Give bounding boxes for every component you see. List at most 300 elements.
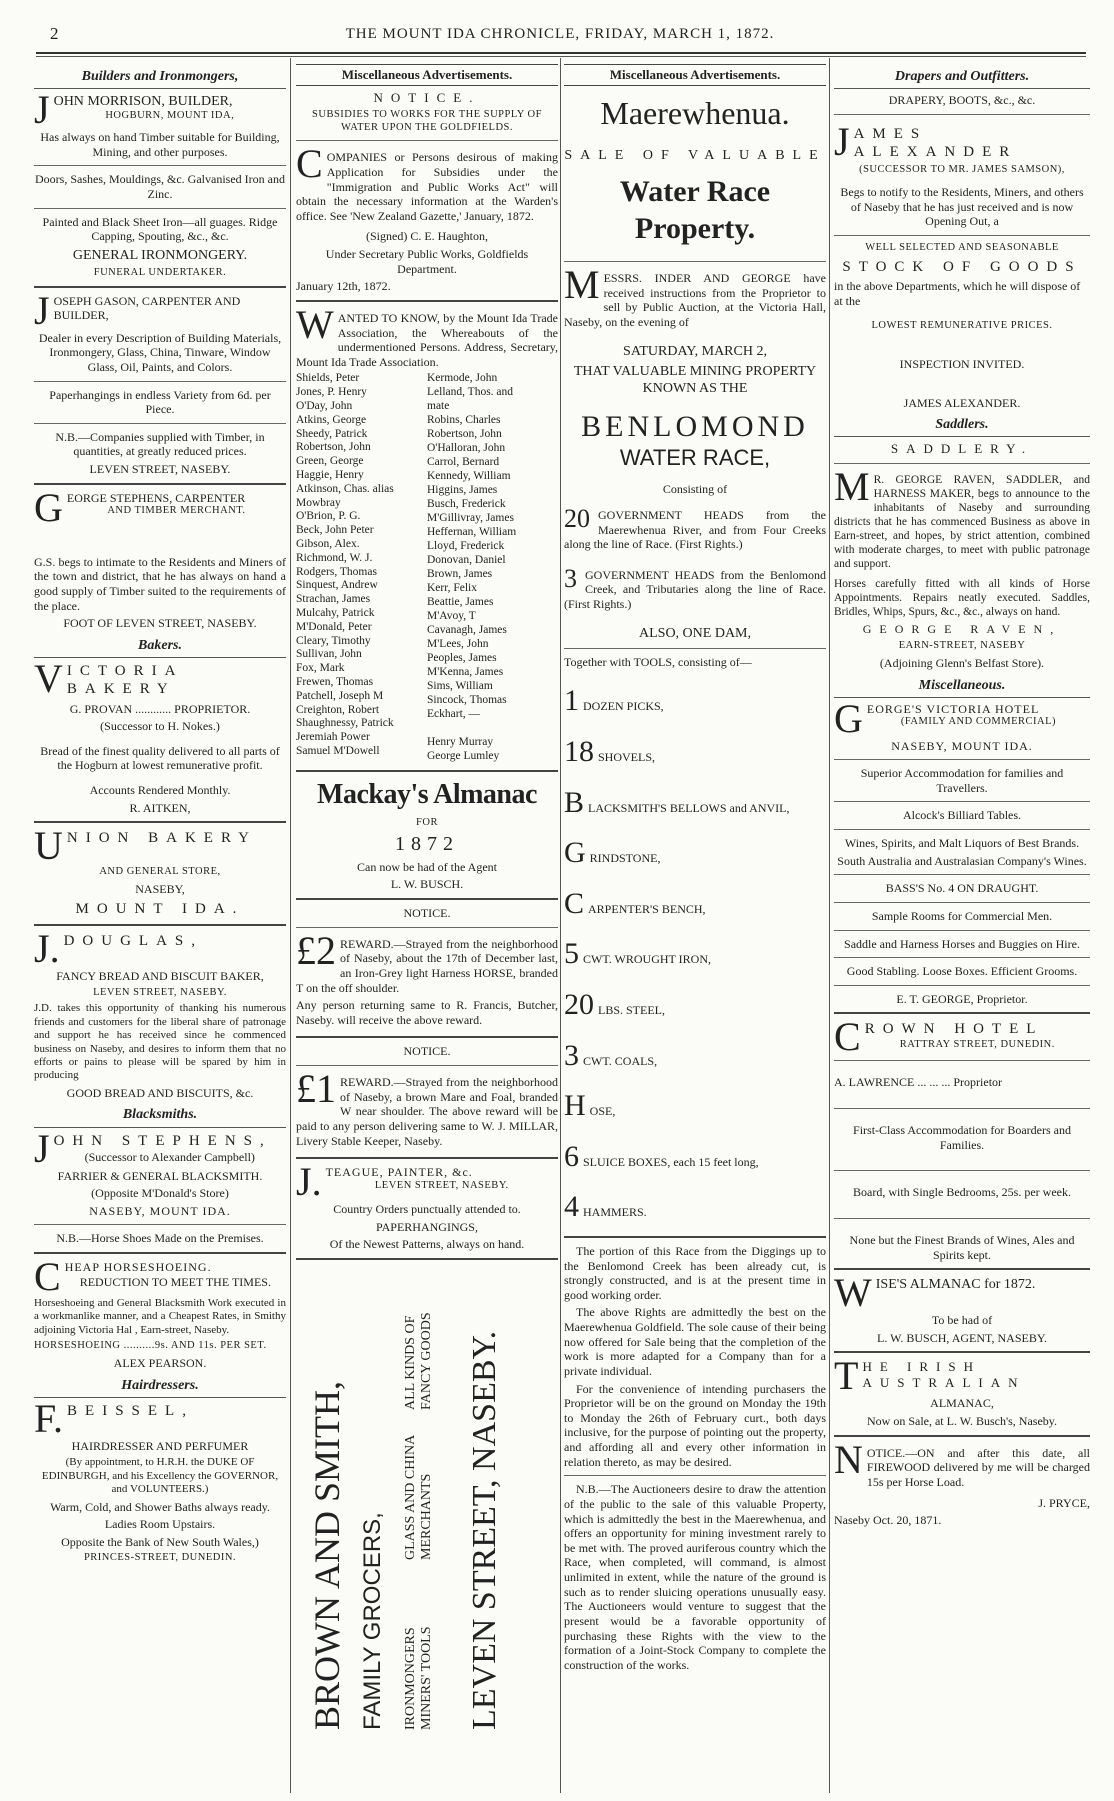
name-entry: M'Avoy, T — [427, 610, 476, 623]
name-entry: O'Day, John — [296, 400, 353, 413]
ad-line: Wines, Spirits, and Malt Liquors of Best Brands. — [844, 836, 1080, 851]
masthead — [30, 22, 1090, 52]
ad-sig: J. PRYCE, — [1038, 1495, 1090, 1510]
ad-messrs — [564, 268, 826, 333]
ad-trade: FARRIER & GENERAL BLACKSMITH. — [57, 1168, 263, 1183]
name-entry: Jeremiah Power — [296, 731, 370, 744]
reward-amount: £1 — [296, 1072, 336, 1112]
ad-water: Water Race Property. — [619, 174, 771, 245]
item-text: RINDSTONE, — [589, 851, 661, 866]
section-misc-header: Miscellaneous Advertisements. — [296, 64, 558, 86]
ad-sub: REDUCTION TO MEET THE TIMES. — [79, 1274, 271, 1289]
ad-street: PRINCES-STREET, DUNEDIN. — [83, 1552, 237, 1564]
ad-body: J.D. takes this opportunity of thanking his numerous friends and customers for the liberal share of patronage and support he has received since he commenced business on Naseby, and desires to inform them that no efforts or pains to please will be spared by him in producing — [34, 1002, 286, 1082]
tool-item — [564, 835, 826, 872]
drop-cap: N — [834, 1442, 863, 1482]
ad-benlomond: BENLOMOND — [581, 409, 809, 443]
item-number: 3 — [564, 1038, 579, 1072]
ad-street: LEVEN STREET, NASEBY. — [93, 986, 227, 998]
column-3 — [564, 62, 826, 1792]
name-entry: O'Brion, P. G. — [296, 510, 361, 523]
ad-line: Doors, Sashes, Mouldings, &c. Galvanised Iron and Zinc. — [35, 172, 285, 201]
ad-sub: AND TIMBER MERCHANT. — [107, 505, 246, 517]
name-entry: Robins, Charles — [427, 414, 501, 427]
rot-fancy: FANCY GOODS — [419, 1312, 434, 1411]
ad-year: 1872 — [395, 833, 459, 856]
item-number: 20 — [564, 987, 594, 1021]
ad-crown-hotel — [834, 1020, 1090, 1054]
ad-inspect: INSPECTION INVITED. — [899, 357, 1025, 372]
drop-cap: M — [564, 268, 600, 308]
item-text: CWT. WROUGHT IRON, — [583, 952, 711, 967]
ad-name: DOUGLAS, — [63, 932, 203, 949]
ad-line: Board, with Single Bedrooms, 25s. per week. — [853, 1185, 1071, 1200]
column-4 — [834, 62, 1090, 1792]
ad-gov20 — [564, 505, 826, 555]
item-text: SLUICE BOXES, each 15 feet long, — [583, 1154, 759, 1169]
name-entry: Beck, John Peter — [296, 524, 374, 537]
ad-title: Mackay's Almanac — [317, 779, 537, 811]
item-number: 1 — [564, 684, 579, 718]
ad-line: BASS'S No. 4 ON DRAUGHT. — [885, 881, 1039, 896]
ad-date: Naseby Oct. 20, 1871. — [834, 1513, 942, 1528]
ad-name: ISE'S ALMANAC for 1872. — [875, 1277, 1036, 1293]
column-divider — [560, 58, 561, 1793]
tool-item — [564, 1189, 826, 1226]
name-entry: Mulcahy, Patrick — [296, 606, 375, 619]
drop-cap: C — [34, 1260, 61, 1295]
ad-lowest: LOWEST REMUNERATIVE PRICES. — [871, 320, 1053, 332]
name-entry: Sincock, Thomas — [427, 694, 507, 707]
ad-body: OTICE.—ON and after this date, all FIREWOOD delivered by me will be charged 15s per Horse Load. — [866, 1445, 1090, 1489]
ad-brown-smith — [296, 1290, 558, 1730]
section-misc: Miscellaneous. — [834, 675, 1090, 698]
ad-ladies: Ladies Room Upstairs. — [104, 1517, 216, 1532]
name-entry: M'Lees, John — [427, 638, 489, 651]
ad-place: NASEBY, MOUNT IDA. — [891, 738, 1033, 753]
name-entry: Peoples, James — [427, 652, 497, 665]
ad-line: Superior Accommodation for families and Travellers. — [860, 766, 1064, 795]
ad-sub: AND GENERAL STORE, — [99, 866, 221, 878]
notice-title: NOTICE. — [403, 906, 451, 921]
ad-body: OMPANIES or Persons desirous of making Application for Subsidies under the "Immigration and Public Works Act" will obtain the necessary information at the Warden's office. See 'New Zealand Gazette,' January, 1872. — [296, 150, 558, 223]
ad-cheap-horseshoeing — [34, 1260, 286, 1371]
reward-amount: £2 — [296, 933, 336, 973]
ad-victoria-hotel — [834, 702, 1090, 736]
page-number: 2 — [50, 24, 59, 43]
name-entry: M'Gillivray, James — [427, 512, 514, 525]
ad-sig: ALEX PEARSON. — [113, 1356, 207, 1371]
name-entry: Sims, William — [427, 680, 493, 693]
name-entry: George Lumley — [427, 750, 500, 763]
ad-adj: (Adjoining Glenn's Belfast Store). — [879, 655, 1045, 670]
ad-name: ROWN HOTEL — [864, 1021, 1044, 1038]
ad-street: LEVEN STREET, NASEBY. — [374, 1179, 509, 1191]
ad-place: MOUNT IDA. — [75, 900, 245, 917]
ad-addr: EARN-STREET, NASEBY — [898, 640, 1026, 652]
ad-address: HOGBURN, MOUNT IDA, — [105, 110, 235, 122]
notice-title: NOTICE. — [373, 89, 481, 105]
name-entry: O'Halloran, John — [427, 442, 506, 455]
ad-tools: Together with TOOLS, consisting of— — [564, 654, 752, 669]
ad-para: N.B.—The Auctioneers desire to draw the attention of the public to the sale of this valuable Property, which is admittedly the best in the Maerewhenua, and offers an opportunity for mining investment rarely to be met with. The proved auriferous country which the Race, when completed, will command, is almost unlimited in extent, while the nature of the ground is such as to render sluicing operations unusually easy. The Auctioneers would venture to suggest that the present would be a favorable opportunity of purchasing these Rights with the view to the formation of a Joint-Stock Company to complete the construction of the works. — [564, 1482, 826, 1672]
ad-name: EORGE STEPHENS, CARPENTER — [66, 490, 246, 505]
ad-douglas — [34, 932, 286, 1100]
ad-place: NASEBY, MOUNT IDA. — [89, 1203, 231, 1218]
name-entry: Busch, Frederick — [427, 498, 506, 511]
ad-succ: (Successor to Alexander Campbell) — [84, 1149, 255, 1164]
tool-items — [564, 683, 826, 1226]
ad-line: Alcock's Billiard Tables. — [902, 808, 1022, 823]
ad-baths: Warm, Cold, and Shower Baths always ready. — [50, 1499, 270, 1514]
item-text: LBS. STEEL, — [598, 1002, 666, 1017]
ad-body: GOVERNMENT HEADS from the Benlomond Creek, and Tributaries along the line of Race. (First Rights.) — [564, 567, 826, 612]
ad-wise — [834, 1276, 1090, 1310]
name-entry: Robertson, John — [427, 428, 502, 441]
ad-body: Dealer in every Description of Building Materials, Ironmongery, Glass, China, Tinware, Window Glass, Oil, Paints, and Colors. — [38, 330, 282, 374]
ad-name: OHN STEPHENS, — [53, 1132, 272, 1149]
tool-item — [564, 936, 826, 973]
name-entry: Atkins, George — [296, 413, 367, 426]
drop-cap: C — [296, 147, 323, 187]
drop-cap: V — [34, 661, 63, 699]
ad-body: Bread of the finest quality delivered to all parts of the Hogburn at lowest remunerative profit. — [40, 743, 280, 773]
ad-name: OSEPH GASON, CARPENTER AND BUILDER, — [53, 293, 241, 323]
name-entry: Samuel M'Dowell — [296, 744, 380, 757]
ad-prop: A. LAWRENCE ... ... ... Proprietor — [834, 1075, 1003, 1090]
name-entry: Beattie, James — [427, 596, 494, 609]
item-number: 4 — [564, 1190, 579, 1224]
ad-victoria-bakery — [34, 662, 286, 815]
ad-mackay — [296, 778, 558, 892]
item-text: HAMMERS. — [583, 1205, 647, 1220]
item-number: C — [564, 886, 585, 920]
ad-line: Paperhangings in endless Variety from 6d. per Piece. — [49, 387, 271, 417]
ad-sig: E. T. GEORGE, Proprietor. — [896, 991, 1028, 1006]
ad-that: THAT VALUABLE MINING PROPERTY KNOWN AS THE — [573, 363, 817, 396]
column-1 — [34, 62, 286, 1792]
ad-rate: HORSESHOEING ..........9s. AND 11s. PER SET. — [34, 1340, 267, 1352]
ad-maerewhenua: Maerewhenua. — [600, 94, 790, 131]
tool-item — [564, 987, 826, 1024]
name-entry: M'Donald, Peter — [296, 620, 372, 633]
ad-george-stephens — [34, 491, 286, 631]
column-divider — [829, 58, 830, 1793]
section-drapers: Drapers and Outfitters. — [834, 66, 1090, 89]
ad-drapery: DRAPERY, BOOTS, &c., &c. — [888, 93, 1036, 108]
ad-para: The portion of this Race from the Diggings up to the Benlomond Creek has been already cut, is strongly constructed, and is at the present time in good working order. — [564, 1243, 826, 1302]
drop-cap: J — [34, 293, 50, 328]
ad-opp: Opposite the Bank of New South Wales,) — [61, 1534, 259, 1549]
name-entry: Henry Murray — [427, 736, 494, 749]
name-entry: Sullivan, John — [296, 648, 362, 661]
ad-name: ICTORIA BAKERY — [66, 662, 183, 698]
drop-cap: T — [834, 1359, 859, 1394]
ad-line: First-Class Accommodation for Boarders and Families. — [853, 1123, 1071, 1152]
notice-title: NOTICE. — [403, 1044, 451, 1059]
name-entry: Sheedy, Patrick — [296, 427, 368, 440]
section-saddlers: Saddlers. — [834, 414, 1090, 437]
ad-line: ALMANAC, — [930, 1396, 994, 1411]
ad-date: January 12th, 1872. — [296, 279, 391, 294]
name-entry: Kennedy, William — [427, 470, 511, 483]
ad-body: G.S. begs to intimate to the Residents and Miners of the town and district, that he has always on hand a good supply of Timber suited to the requirements of the place. — [34, 554, 286, 613]
name-entry: Green, George — [296, 455, 364, 468]
ad-name: EORGE'S VICTORIA HOTEL — [866, 701, 1040, 716]
drop-cap: G — [34, 490, 63, 525]
name-entry: Lloyd, Frederick — [427, 540, 505, 553]
ad-raven — [834, 470, 1090, 574]
item-text: OSE, — [589, 1104, 616, 1119]
ad-dam: ALSO, ONE DAM, — [639, 625, 751, 641]
ad-wanted — [296, 308, 558, 373]
ad-body: Horses carefully fitted with all kinds of Horse Appointments. Repairs neatly executed. Saddles, Bridles, Whips, Spurs, &c., &c., always on hand. — [834, 578, 1090, 619]
name-entry — [427, 722, 558, 736]
ad-morrison — [34, 93, 286, 280]
item-text: LACKSMITH'S BELLOWS and ANVIL, — [588, 800, 790, 815]
ad-for: FOR — [416, 816, 438, 828]
ad-sale: SALE OF VALUABLE — [564, 147, 826, 163]
ad-body: Horseshoeing and General Blacksmith Work executed in a workmanlike manner, and a Cheapest Rates, in Smithy adjoining Victoria Hal , Earn-street, Naseby. — [34, 1297, 286, 1336]
ad-notice-pryce — [834, 1443, 1090, 1493]
drop-cap: M — [834, 470, 870, 510]
ad-saddlery: SADDLERY. — [890, 441, 1034, 457]
ad-street: FOOT OF LEVEN STREET, NASEBY. — [63, 616, 257, 631]
ad-race: WATER RACE, — [619, 445, 771, 471]
ad-line: N.B.—Companies supplied with Timber, in quantities, at greatly reduced prices. — [55, 429, 265, 459]
ad-body: REWARD.—Strayed from the neighborhood of Naseby, about the 17th of December last, an Iron-Grey light Harness HORSE, branded T on the off shoulder. — [296, 936, 558, 995]
item-number: 3 — [564, 564, 577, 593]
name-entry: Lelland, Thos. and — [427, 386, 514, 399]
ad-heading: GENERAL IRONMONGERY. — [72, 247, 248, 263]
ad-line: To be had of — [931, 1313, 993, 1328]
ad-succ: (Successor to H. Nokes.) — [100, 719, 220, 734]
name-entry: Donovan, Daniel — [427, 554, 506, 567]
drop-cap: J — [834, 124, 850, 162]
rot-miners: MINERS' TOOLS — [419, 1626, 434, 1731]
ad-stock: STOCK OF GOODS — [842, 258, 1082, 275]
ad-line: FUNERAL UNDERTAKER. — [93, 266, 227, 278]
name-entry: Strachan, James — [296, 593, 371, 606]
name-entry: Carrol, Bernard — [427, 456, 500, 469]
tool-item — [564, 683, 826, 720]
tool-item — [564, 1088, 826, 1125]
ad-signed: (Signed) C. E. Haughton, — [366, 229, 488, 244]
ad-line: Can now be had of the Agent — [357, 859, 497, 874]
ad-line: Saddle and Harness Horses and Buggies on Hire. — [844, 936, 1080, 951]
rot-leven: LEVEN STREET, NASEBY. — [466, 1330, 503, 1731]
ad-succ: (SUCCESSOR TO MR. JAMES SAMSON), — [859, 164, 1065, 176]
section-builders: Builders and Ironmongers, — [34, 66, 286, 89]
name-entry: Gibson, Alex. — [296, 538, 360, 550]
name-entry: Cavanagh, James — [427, 624, 507, 637]
ad-body: Any person returning same to R. Francis, Butcher, Naseby. will receive the above reward. — [296, 998, 558, 1027]
ad-line: PAPERHANGINGS, — [376, 1219, 478, 1234]
rot-brown: BROWN AND SMITH, — [307, 1381, 347, 1731]
ad-opp: (Opposite M'Donald's Store) — [91, 1186, 229, 1201]
ad-body: Has always on hand Timber suitable for Building, Mining, and other purposes. — [40, 130, 280, 159]
name-entry: Jones, P. Henry — [296, 386, 367, 399]
ad-town: NASEBY, — [135, 882, 185, 897]
drop-cap: J. — [34, 931, 60, 966]
ad-depts: in the above Departments, which he will dispose of at the — [834, 279, 1081, 308]
name-entry: Kerr, Felix — [427, 582, 477, 595]
name-entry: Heffernan, William — [427, 526, 517, 539]
drop-cap: W — [296, 307, 334, 347]
column-2 — [296, 62, 558, 1792]
ad-gov3 — [564, 565, 826, 615]
ad-line: Sample Rooms for Commercial Men. — [871, 908, 1053, 923]
tool-item — [564, 886, 826, 923]
column-divider — [290, 58, 291, 1793]
name-entry: mate — [427, 400, 450, 413]
ad-tag: GOOD BREAD AND BISCUITS, &c. — [66, 1085, 254, 1100]
tool-item — [564, 785, 826, 822]
name-entry: Atkinson, Chas. alias — [296, 482, 394, 495]
ad-name: TEAGUE, PAINTER, &c. — [325, 1165, 473, 1180]
item-text: ARPENTER'S BENCH, — [588, 901, 706, 916]
name-entry: Eckhart, — — [427, 708, 481, 721]
drop-cap: J. — [296, 1165, 322, 1200]
ad-sig: GEORGE RAVEN, — [862, 622, 1062, 637]
ad-name: HEAP HORSESHOEING. — [64, 1260, 212, 1275]
item-text: DOZEN PICKS, — [583, 699, 664, 714]
drop-cap: W — [834, 1276, 872, 1311]
name-entry: Kermode, John — [427, 372, 498, 385]
item-number: 18 — [564, 734, 594, 768]
ad-line: Of the Newest Patterns, always on hand. — [329, 1237, 525, 1252]
name-entry: Shaughnessy, Patrick — [296, 717, 394, 730]
masthead-title: THE MOUNT IDA CHRONICLE, FRIDAY, MARCH 1, 1872. — [345, 26, 775, 42]
tool-item — [564, 1139, 826, 1176]
ad-body: Begs to notify to the Residents, Miners, and others of Naseby that he has just received and is now Opening Out, a — [840, 185, 1084, 229]
section-blacksmiths: Blacksmiths. — [34, 1104, 286, 1127]
ad-line: Good Stabling. Loose Boxes. Efficient Grooms. — [846, 964, 1078, 979]
drop-cap: U — [34, 829, 63, 864]
name-entry: Higgins, James — [427, 484, 498, 497]
item-text: CWT. COALS, — [583, 1053, 658, 1068]
ad-street: RATTRAY STREET, DUNEDIN. — [899, 1038, 1055, 1050]
name-entry: M'Kenna, James — [427, 666, 504, 679]
item-number: 5 — [564, 937, 579, 971]
item-number: G — [564, 836, 586, 870]
drop-cap: C — [834, 1020, 861, 1055]
ad-saturday: SATURDAY, MARCH 2, — [623, 343, 767, 359]
ad-body: Country Orders punctually attended to. — [333, 1202, 521, 1217]
ad-teague — [296, 1165, 558, 1199]
ad-body: R. GEORGE RAVEN, SADDLER, and HARNESS MAKER, begs to announce to the inhabitants of Naseby and surrounding districts that he has commenced Business as above in Earn-street, and hopes, by strict attention, combined with moderate charges, to meet with public patronage and support. — [834, 474, 1090, 571]
item-number: B — [564, 785, 585, 819]
drop-cap: G — [834, 701, 863, 736]
ad-sig: JAMES ALEXANDER. — [903, 395, 1021, 410]
rot-family: FAMILY GROCERS, — [359, 1512, 386, 1731]
ad-line: L. W. BUSCH. — [390, 877, 464, 892]
ad-alexander — [834, 125, 1090, 162]
ad-trade: HAIRDRESSER AND PERFUMER — [71, 1438, 249, 1453]
rot-all: ALL KINDS OF — [403, 1315, 418, 1411]
name-entry: Mowbray — [296, 496, 341, 509]
ad-consisting: Consisting of — [662, 482, 728, 497]
ad-line: Painted and Black Sheet Iron—all guages. Ridge Capping, Spouting, &c., &c. — [42, 214, 278, 244]
ad-sub: (FAMILY AND COMMERCIAL) — [900, 716, 1056, 728]
item-number: H — [564, 1089, 586, 1123]
ad-beissel — [34, 1402, 286, 1566]
ad-name: NION BAKERY — [66, 830, 257, 847]
ad-body: ANTED TO KNOW, by the Mount Ida Trade Association, the Whereabouts of the undermentioned Persons. Address, Secretary, Mount Ida Trade Association. — [296, 310, 558, 369]
ad-sig: R. AITKEN, — [129, 800, 191, 815]
rot-glass: GLASS AND CHINA — [403, 1434, 418, 1561]
item-text: SHOVELS, — [598, 749, 656, 764]
ad-gason — [34, 294, 286, 477]
name-entry: Shields, Peter — [296, 372, 360, 385]
names-list — [296, 372, 558, 764]
ad-line: None but the Finest Brands of Wines, Ales and Spirits kept. — [849, 1232, 1075, 1262]
ad-body: ESSRS. INDER AND GEORGE have received instructions from the Proprietor to sell by Public Auction, at the Victoria Hall, Naseby, on the evening of — [564, 271, 826, 330]
ad-name: AMES ALEXANDER — [853, 125, 1018, 160]
ad-by: (By appointment, to H.R.H. the DUKE OF EDINBURGH, and his Excellency the GOVERNOR, and VOLUNTEERS.) — [41, 1456, 279, 1496]
ad-nb: N.B.—Horse Shoes Made on the Premises. — [56, 1231, 264, 1246]
tool-item — [564, 734, 826, 771]
drop-cap: J — [34, 93, 50, 128]
name-entry: Fox, Mark — [296, 662, 345, 675]
ad-reward-2 — [296, 934, 558, 1031]
ad-para: The above Rights are admittedly the best on the Maerewhenua Goldfield. The sole cause of their being now offered for Sale being that the completion of the work is more adapted for a Company than for a private individual. — [564, 1305, 826, 1378]
ad-body: REWARD.—Strayed from the neighborhood of Naseby, a brown Mare and Foal, branded W near shoulder. The above reward will be paid to any person delivering same to W. J. MILLAR, Livery Stable Keeper, Naseby. — [296, 1075, 558, 1148]
rot-iron: IRONMONGERS — [403, 1627, 418, 1731]
drop-cap: J — [34, 1131, 50, 1166]
ad-well: WELL SELECTED AND SEASONABLE — [865, 241, 1059, 253]
ad-union-bakery — [34, 829, 286, 918]
ad-companies — [296, 147, 558, 226]
ad-reward-1 — [296, 1072, 558, 1151]
masthead-rule — [36, 52, 1086, 54]
ad-john-stephens — [34, 1132, 286, 1247]
masthead-rule-thin — [36, 56, 1086, 57]
name-entry: Frewen, Thomas — [296, 675, 374, 688]
ad-irish — [834, 1359, 1090, 1393]
ad-name: BEISSEL, — [67, 1402, 194, 1419]
ad-name: HE IRISH AUSTRALIAN — [862, 1359, 1026, 1391]
name-entry: Rodgers, Thomas — [296, 565, 377, 578]
ad-body: GOVERNMENT HEADS from the Maerewhenua River, and from Four Creeks along the line of Race. (First Rights.) — [564, 507, 826, 552]
rot-merch: MERCHANTS — [419, 1473, 434, 1561]
ad-line: South Australia and Australasian Company's Wines. — [837, 853, 1087, 868]
section-hairdressers: Hairdressers. — [34, 1375, 286, 1398]
name-entry: Cleary, Timothy — [296, 634, 371, 647]
ad-under: Under Secretary Public Works, Goldfields Department. — [325, 247, 529, 276]
names-left — [296, 372, 427, 764]
notice-subsidies: SUBSIDIES TO WORKS FOR THE SUPPLY OF WATER UPON THE GOLDFIELDS. — [312, 108, 542, 133]
ad-para: For the convenience of intending purchasers the Proprietor will be on the ground on Monday the 19th to Monday the 26th of February curt., both days inclusive, for the purpose of pointing out the property, and affording all and every other information in relation thereto, as may be desired. — [564, 1381, 826, 1469]
ad-name: OHN MORRISON, BUILDER, — [53, 94, 233, 110]
name-entry: Haggie, Henry — [296, 469, 364, 482]
drop-cap: F. — [34, 1401, 64, 1436]
ad-line: L. W. BUSCH, AGENT, NASEBY. — [877, 1330, 1047, 1345]
tool-item — [564, 1038, 826, 1075]
name-entry: Sinquest, Andrew — [296, 579, 378, 592]
name-entry: Robertson, John — [296, 441, 371, 454]
name-entry: Creighton, Robert — [296, 703, 380, 716]
ad-accounts: Accounts Rendered Monthly. — [89, 783, 231, 797]
section-bakers: Bakers. — [34, 635, 286, 658]
ad-trade: FANCY BREAD AND BISCUIT BAKER, — [56, 968, 264, 983]
item-number: 20 — [564, 504, 590, 533]
section-misc-header: Miscellaneous Advertisements. — [564, 64, 826, 86]
ad-street: LEVEN STREET, NASEBY. — [89, 462, 231, 477]
name-entry: Brown, James — [427, 568, 493, 581]
ad-line: Now on Sale, at L. W. Busch's, Naseby. — [866, 1414, 1058, 1429]
names-right — [427, 372, 558, 764]
